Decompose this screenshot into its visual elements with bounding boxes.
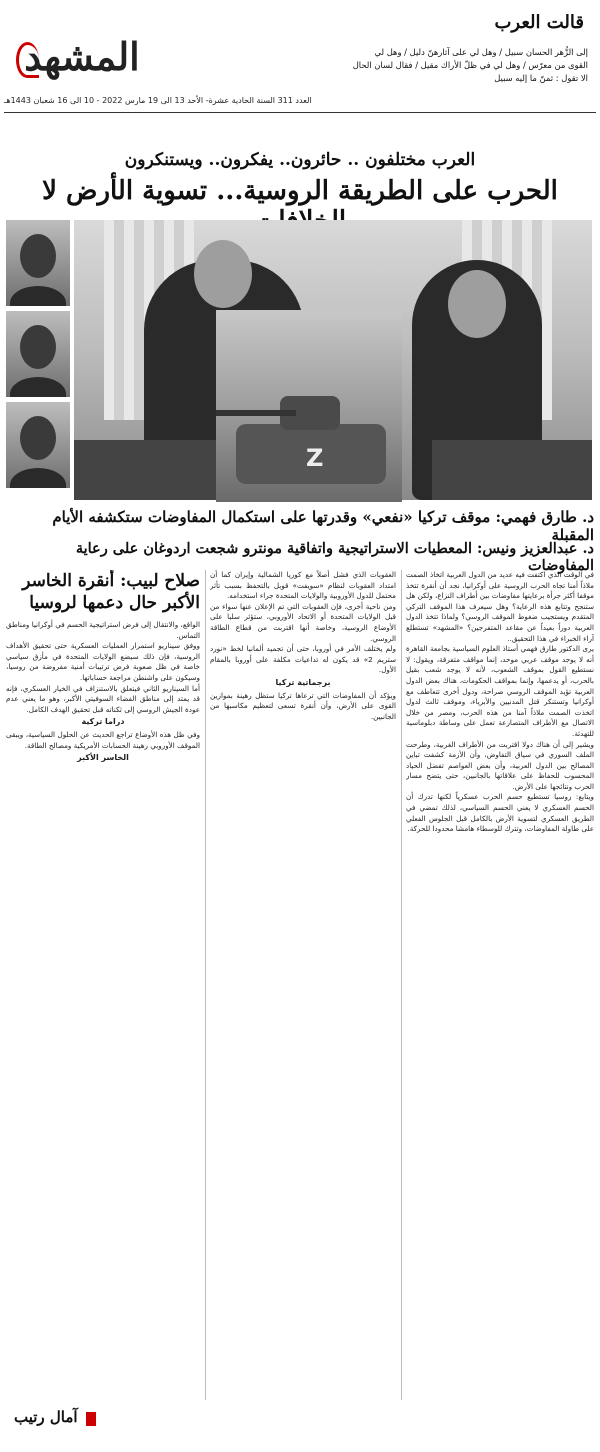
column-headline: صلاح لبيب: أنقرة الخاسر الأكبر حال دعمها لروسيا [22,571,200,613]
column-divider [205,570,206,1400]
paragraph: الواقع، والانتقال إلى فرض استراتيجية الحسم في أوكرانيا ومناطق التماس. [6,620,200,640]
section-subhead: برجماتية تركيا [275,677,331,687]
column-line: إلى الزُّهر الحسان سبيل / وهل لي على آثارهنّ دليل / وهل لي [374,47,588,57]
tank-marking: Z [306,444,324,472]
body-column-2 [210,570,396,1400]
paragraph: في الوقت الذي اكتفت فيه عديد من الدول العربية اتخاذ الصمت ملاذاً أمنا تجاه الحرب الروسية على أوكرانيا، نجد أن أنقرة تتخذ موقفا أكثر جرأة برعايتها مفاوضات بين أطراف النزاع، ولكن هل ستنجح وتتابع هذه الرعاية؟ وهل سيعرف هذا الموقف التركي المتقدم ويستجيب ضغوط الموقف الروسي؟ ولماذا تتخذ الدول العربية دوراً بعيداً عن مقاعد المتفرجين؟ «المشهد» تستطلع آراء الخبراء في هذا التحقيق.. [406,570,594,643]
author-mark-icon [86,1412,96,1426]
section-subhead: الخاسر الأكبر [77,753,129,763]
paragraph: يرى الدكتور طارق فهمي أستاذ العلوم السياسية بجامعة القاهرة أنه لا يوجد موقف عربي موحد، إنما مواقف متفرقة، ويقول: لا نستطيع القول بموقف الشعوب، لأنه لا يوجد شعب بقيل بالحرب، أو يدعمها، وإنما بمواقف الحكومات، هناك بعض الدول العربية تؤيد الموقف الروسي صراحة، ودول أخرى تتعاطف مع أوكرانيا وتستنكر قتل المدنيين والأبرياء، وموقف ثالث لدول اتخذت الصمت ملاذاً آمنا من هذه الحرب، ومصر من خلال الاتصال مع الأطراف المتصارعة تعمل على وساطة دبلوماسية للتهدئة. [406,644,594,738]
paragraph: العقوبات الذي فشل أصلاً مع كوريا الشمالية وإيران كما أن امتداد العقوبات لنظام «سويفت» قوبل بالتحفظ بسبب تأثر محتمل للدول الأوروبية والولايات المتحدة جراء استخدامه. [210,570,396,601]
column-title: قالت العرب [494,12,584,33]
portrait-photo [6,220,70,306]
article-kicker: العرب مختلفون .. حائرون.. يفكرون.. ويستنكرون [124,150,476,170]
subheadline-2: د. عبدالعزيز ونيس: المعطيات الاستراتيجية واتفاقية مونترو شجعت اردوغان على رعاية المفاوضات [75,540,594,574]
paragraph: أما السيناريو الثاني فيتعلق بالاستنزاف في الخيار العسكري، فإنه قد يمتد إلى مناطق الفضاء السوفيتي الأكبر، وهو ما يعني عدم عودة الجيش الروسي إلى ثكناته قبل تحقيق الهدف الكامل. [6,683,200,714]
portrait-photo [6,311,70,397]
figure-left-head [194,240,252,308]
column-line: الا تقول : ثمنّ ما إليه سبيل [494,73,588,83]
paragraph: ويتابع: روسيا تستطيع حسم الحرب عسكرياً لكنها تدرك أن الحسم العسكري لا يعني الحسم السياسي، لذلك تمضي في الطريق العسكري لتسوية الأرض بالكامل قبل الجلوس الفعلي على طاولة المفاوضات، وتترك للوسطاء هامشا محدودا للحركة. [406,792,594,834]
portrait-photo [6,402,70,488]
column-divider [401,570,402,1400]
paragraph: ويؤكد أن المفاوضات التي ترعاها تركيا ستظل رهينة بموازين القوى على الأرض، وأن أنقرة تسعى لتعظيم مكاسبها من الجانبين. [210,690,396,721]
section-subhead: دراما تركية [81,717,125,727]
paragraph: ويشير إلى أن هناك دولا اقتربت من الأطراف الغربية، وطرحت الملف السوري في سياق التفاوض، وأن الأزمة كشفت تباين المصالح بين الدول العربية، وأن بعض العواصم تفضل الحياد المحسوب للحفاظ على علاقاتها بالجانبين، حتى يتضح مسار الحرب ونتائجها على الأرض. [406,739,594,791]
masthead [4,6,596,113]
column-lines [158,46,588,85]
brand-name: المشهد [24,34,140,79]
figure-right-head [448,270,506,338]
paragraph: وفي ظل هذه الأوضاع تراجع الحديث عن الحلول السياسية، ويبقى الموقف الأوروبي رهينة الحسابات الأمريكية ومصالح الطاقة. [6,729,200,750]
article-body [6,570,594,1400]
paragraph: ووفق سيناريو استمرار العمليات العسكرية حتى تحقيق الأهداف الروسية، فإن ذلك سيضع الولايات المتحدة في مأزق سياسي خاصة في ظل صعوبة فرض ترتيبات أمنية مفروضة من روسيا، وسيكون على واشنطن مراجعة حساباتها. [6,641,200,682]
podium-right [432,440,592,500]
paragraph: ولم يختلف الأمر في أوروبا، حتى أن تجميد ألمانيا لخط «نورد ستريم 2» قد يكون له تداعيات مكلفة على أوروبا بالمقام الأول. [210,644,396,675]
column-line: القوى من معرّس / وهل لي في ظلّ الأراك مقيل / فقال لسان الحال [352,60,588,70]
author-name: آمال رتيب [14,1408,78,1426]
issue-line: العدد 311 السنة الحادية عشرة- الأحد 13 الى 19 مارس 2022 - 10 الى 16 شعبان 1443هـ [4,96,312,105]
subheadline-1: د. طارق فهمي: موقف تركيا «نفعي» وقدرتها على استكمال المفاوضات ستكشفه الأيام المقبلة [52,508,594,544]
tank-gun [216,410,296,416]
brand-logo [12,32,152,96]
podium-left [74,440,234,500]
article-headline: الحرب على الطريقة الروسية... تسوية الأرض لا [42,176,558,206]
body-column-1 [406,570,594,1400]
body-column-3 [6,570,200,1400]
tank-photo [216,310,402,502]
side-photos [6,220,70,493]
paragraph: ومن ناحية أخرى، فإن العقوبات التي تم الإعلان عنها سواء من قبل الولايات المتحدة أو الاتحاد الأوروبي، ستؤثر سلبا على الأوضاع الروسية، وخاصة أنها اقتربت من قطاع الطاقة الروسي. [210,601,396,643]
